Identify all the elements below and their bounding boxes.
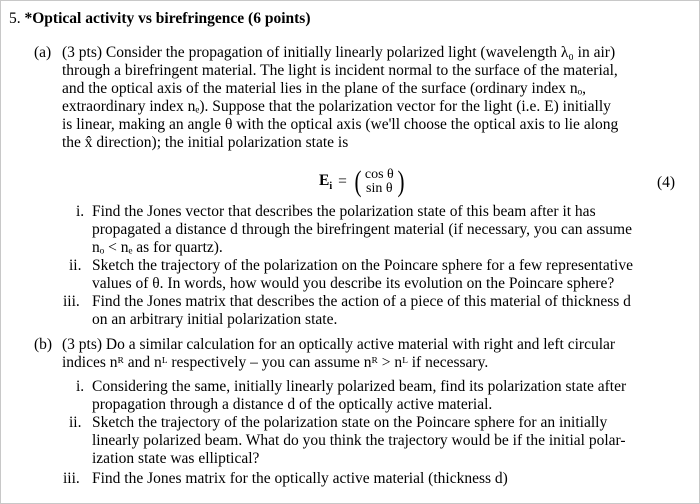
- part-b-line: (3 pts) Do a similar calculation for an optically active material with right and left circular: [62, 336, 616, 353]
- part-a-line: is linear, making an angle θ with the optical axis (we'll choose the optical axis to lie along: [62, 116, 619, 133]
- equation-equals: =: [338, 173, 347, 190]
- problem-heading: [9, 10, 311, 28]
- item-line: propagated a distance d through the birefringent material (if necessary, you can assume: [92, 221, 632, 238]
- equation-number: (4): [657, 174, 676, 191]
- part-a-label: (a): [34, 44, 52, 61]
- item-line: Find the Jones matrix for the optically active material (thickness d): [92, 470, 508, 487]
- item-line: on an arbitrary initial polarization state.: [92, 311, 338, 328]
- part-a-line: and the optical axis of the material lies in the plane of the surface (ordinary index nₒ,: [62, 80, 586, 97]
- equation-lhs: $E_i$: [319, 171, 333, 193]
- equation-initial-state: [319, 167, 406, 197]
- item-label: i.: [76, 378, 85, 395]
- item-line: Considering the same, initially linearly polarized beam, find its polarization state after: [92, 378, 627, 395]
- item-line: nₒ < nₑ as for quartz).: [92, 239, 223, 256]
- part-b-label: (b): [34, 336, 53, 353]
- item-line: ization state was elliptical?: [92, 450, 260, 467]
- item-line: propagation through a distance d of the optically active material.: [92, 396, 493, 413]
- vector-bottom: sin θ: [366, 181, 393, 196]
- item-label: iii.: [63, 470, 80, 487]
- item-line: values of θ. In words, how would you describe its evolution on the Poincare sphere?: [92, 275, 615, 292]
- part-a-line: through a birefringent material. The light is incident normal to the surface of the material,: [62, 62, 618, 79]
- item-line: Sketch the trajectory of the polarization on the Poincare sphere for a few representative: [92, 257, 633, 274]
- jones-vector: [365, 168, 394, 196]
- vector-top: cos θ: [364, 167, 394, 182]
- part-a-line: extraordinary index nₑ). Suppose that the polarization vector for the light (i.e. E) initially: [62, 98, 611, 115]
- item-line: Sketch the trajectory of the polarization state on the Poincare sphere for an initially: [92, 414, 608, 431]
- item-label: i.: [76, 203, 85, 220]
- problem-number: 5.: [9, 10, 21, 27]
- item-label: ii.: [69, 414, 82, 431]
- part-a-line: the x̂ direction); the initial polarization state is: [62, 134, 349, 151]
- item-label: ii.: [69, 257, 82, 274]
- part-a-line: (3 pts) Consider the propagation of initially linearly polarized light (wavelength λ₀ in air): [62, 44, 616, 61]
- item-line: Find the Jones matrix that describes the action of a piece of this material of thickness d: [92, 293, 631, 310]
- part-b-line: indices nᴿ and nᴸ respectively – you can assume nᴿ > nᴸ if necessary.: [62, 354, 489, 371]
- item-line: linearly polarized beam. What do you think the trajectory would be if the initial polar-: [92, 432, 626, 449]
- item-line: Find the Jones vector that describes the polarization state of this beam after it has: [92, 203, 596, 220]
- item-label: iii.: [63, 293, 80, 310]
- left-paren: (: [354, 165, 362, 198]
- right-paren: ): [397, 165, 405, 198]
- problem-title: *Optical activity vs birefringence (6 points): [24, 10, 311, 27]
